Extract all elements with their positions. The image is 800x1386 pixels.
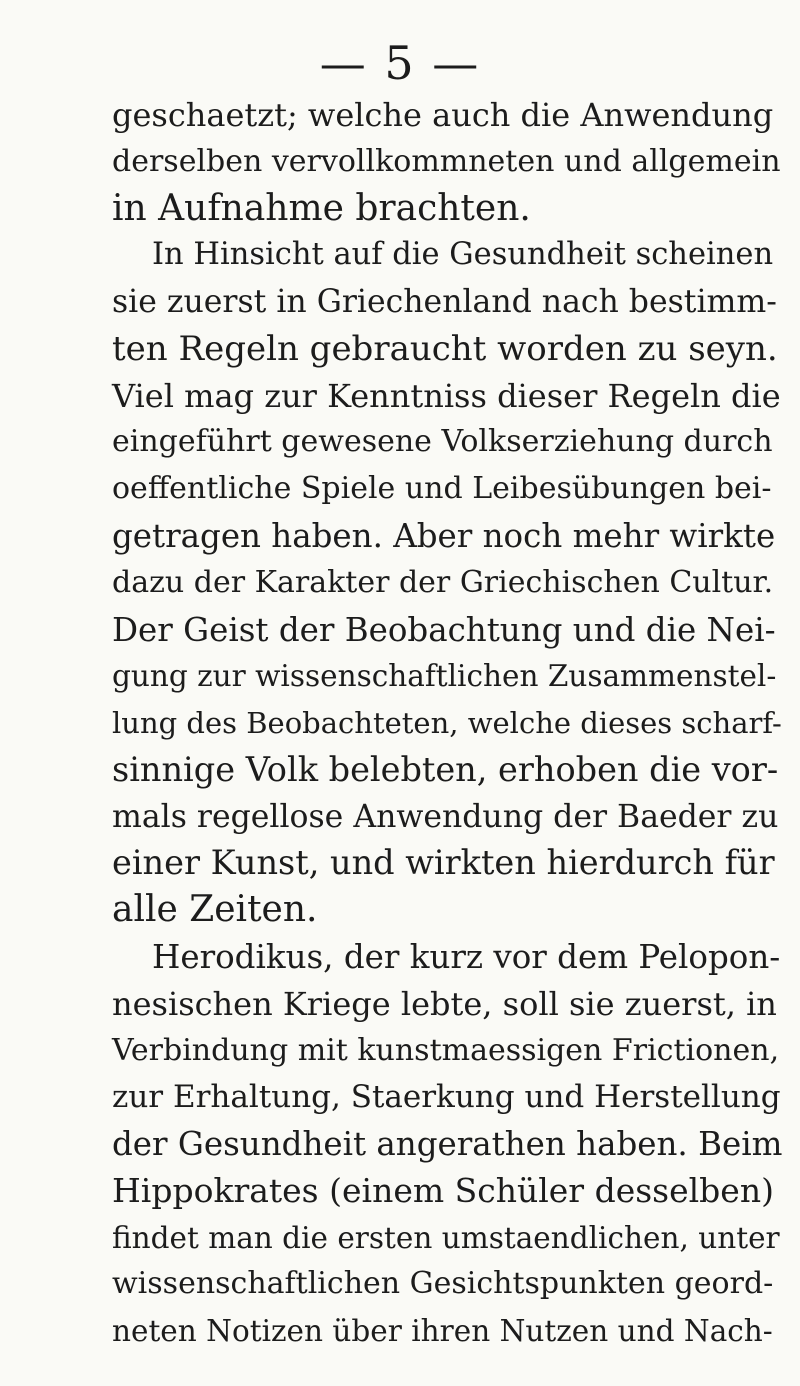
text-line: mals regellose Anwendung der Baeder zu [112, 798, 779, 835]
text-line: gung zur wissenschaftlichen Zusammenstel- [112, 659, 777, 694]
text-line: wissenschaftlichen Gesichtspunkten geord- [112, 1266, 774, 1302]
text-line: Der Geist der Beobachtung und die Nei- [112, 610, 776, 649]
text-line: ten Regeln gebraucht worden zu seyn. [112, 328, 778, 369]
text-line: alle Zeiten. [112, 889, 318, 931]
text-line: eingeführt gewesene Volkserziehung durch [112, 424, 773, 460]
text-line: zur Erhaltung, Staerkung und Herstellung [112, 1079, 781, 1116]
text-line: geschaetzt; welche auch die Anwendung [112, 96, 774, 134]
text-line: sinnige Volk belebten, erhoben die vor- [112, 749, 779, 789]
text-line: Verbindung mit kunstmaessigen Frictionen, [112, 1032, 780, 1068]
text-line: dazu der Karakter der Griechischen Cultur. [112, 564, 774, 600]
text-line: in Aufnahme brachten. [112, 187, 531, 229]
text-line: sie zuerst in Griechenland nach bestimm- [112, 284, 777, 321]
text-line: Viel mag zur Kenntniss dieser Regeln die [112, 376, 781, 415]
paragraph-start-line: Herodikus, der kurz vor dem Pelopon- [152, 938, 781, 976]
text-line: Hippokrates (einem Schüler desselben) [112, 1170, 774, 1210]
page-number: — 5 — [319, 36, 481, 90]
text-line: lung des Beobachteten, welche dieses scharf- [112, 706, 782, 741]
text-line: findet man die ersten umstaendlichen, unter [112, 1220, 780, 1255]
text-line: einer Kunst, und wirkten hierdurch für [112, 843, 775, 883]
text-line: derselben vervollkommneten und allgemein [112, 143, 781, 179]
text-line: neten Notizen über ihren Nutzen und Nach- [112, 1314, 773, 1349]
text-line: getragen haben. Aber noch mehr wirkte [112, 517, 776, 555]
paragraph-start-line: In Hinsicht auf die Gesundheit scheinen [152, 237, 774, 273]
text-line: nesischen Kriege lebte, soll sie zuerst, in [112, 984, 777, 1023]
text-line: der Gesundheit angerathen haben. Beim [112, 1125, 783, 1164]
text-line: oeffentliche Spiele und Leibesübungen bei- [112, 471, 772, 507]
